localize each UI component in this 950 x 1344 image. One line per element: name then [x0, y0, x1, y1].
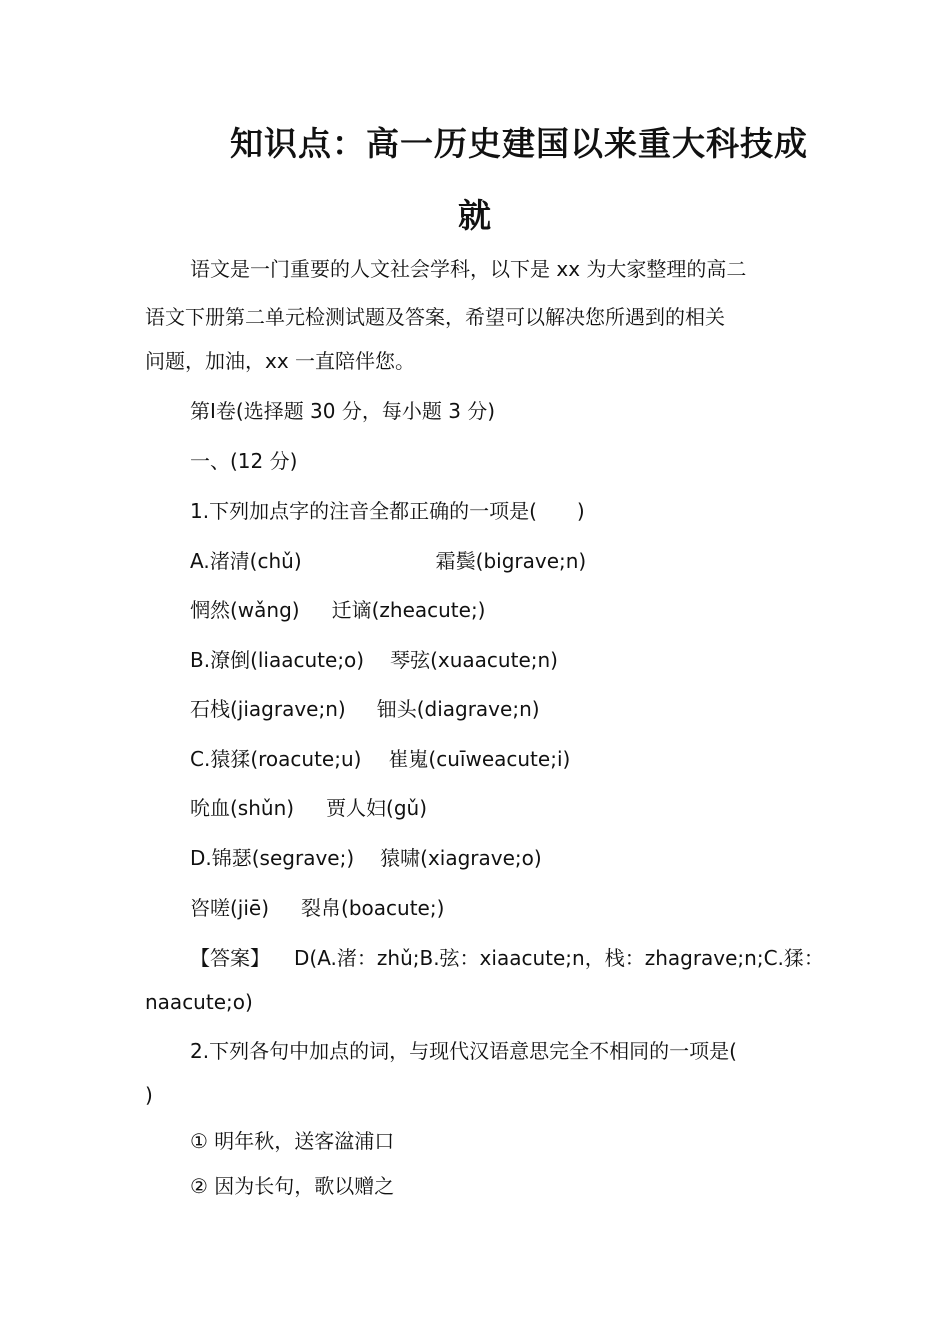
option-text: 裂帛(boacute;) [301, 896, 445, 920]
option-text: 琴弦(xuaacute;n) [390, 648, 558, 672]
answer-line-1 [190, 943, 830, 973]
intro-paragraph-line: 语文下册第二单元检测试题及答案，希望可以解决您所遇到的相关 [145, 305, 725, 329]
question-2-item: ① 明年秋，送客湓浦口 [190, 1129, 395, 1153]
option-text: 钿头(diagrave;n) [376, 697, 540, 721]
option-text: B.潦倒(liaacute;o) [190, 648, 365, 672]
option-text: 霜鬓(bigrave;n) [435, 549, 587, 573]
part-heading: 一、(12 分) [190, 449, 298, 473]
intro-paragraph-line: 问题，加油，xx 一直陪伴您。 [145, 349, 416, 373]
question-1-stem: 1.下列加点字的注音全都正确的一项是( ) [190, 499, 585, 523]
option-text: 吮血(shǔn) [190, 796, 295, 820]
answer-text: D(A.渚：zhǔ;B.弦：xiaacute;n，栈：zhagrave;n;C.猱： [294, 946, 824, 970]
question-2-item: ② 因为长句，歌以赠之 [190, 1174, 395, 1198]
intro-paragraph-line: 语文是一门重要的人文社会学科，以下是 xx 为大家整理的高二 [190, 257, 747, 281]
section-heading: 第Ⅰ卷(选择题 30 分，每小题 3 分) [190, 399, 496, 423]
option-text: C.猿猱(roacute;u) [190, 747, 362, 771]
option-d-line-2 [190, 893, 444, 923]
option-text: 猿啸(xiagrave;o) [380, 846, 542, 870]
question-2-stem-continuation: ) [145, 1083, 153, 1107]
option-a-line-2 [190, 595, 486, 625]
option-text: 崔嵬(cuīweacute;i) [388, 747, 571, 771]
option-a-line-1 [190, 546, 586, 576]
option-text: 迁谪(zheacute;) [331, 598, 486, 622]
option-text: 石栈(jiagrave;n) [190, 697, 346, 721]
option-b-line-2 [190, 694, 540, 724]
answer-line-2: naacute;o) [145, 990, 253, 1014]
question-2-stem: 2.下列各句中加点的词，与现代汉语意思完全不相同的一项是( [190, 1039, 737, 1063]
option-c-line-2 [190, 793, 427, 823]
option-b-line-1 [190, 645, 558, 675]
document-title: 知识点：高一历史建国以来重大科技成 [230, 124, 808, 163]
option-text: A.渚清(chǔ) [190, 549, 302, 573]
option-text: 咨嗟(jiē) [190, 896, 270, 920]
answer-label: 【答案】 [190, 946, 270, 970]
option-d-line-1 [190, 843, 542, 873]
document-title-continuation: 就 [458, 196, 492, 235]
option-text: D.锦瑟(segrave;) [190, 846, 355, 870]
option-c-line-1 [190, 744, 570, 774]
option-text: 惘然(wǎng) [190, 598, 300, 622]
option-text: 贾人妇(gǔ) [326, 796, 428, 820]
